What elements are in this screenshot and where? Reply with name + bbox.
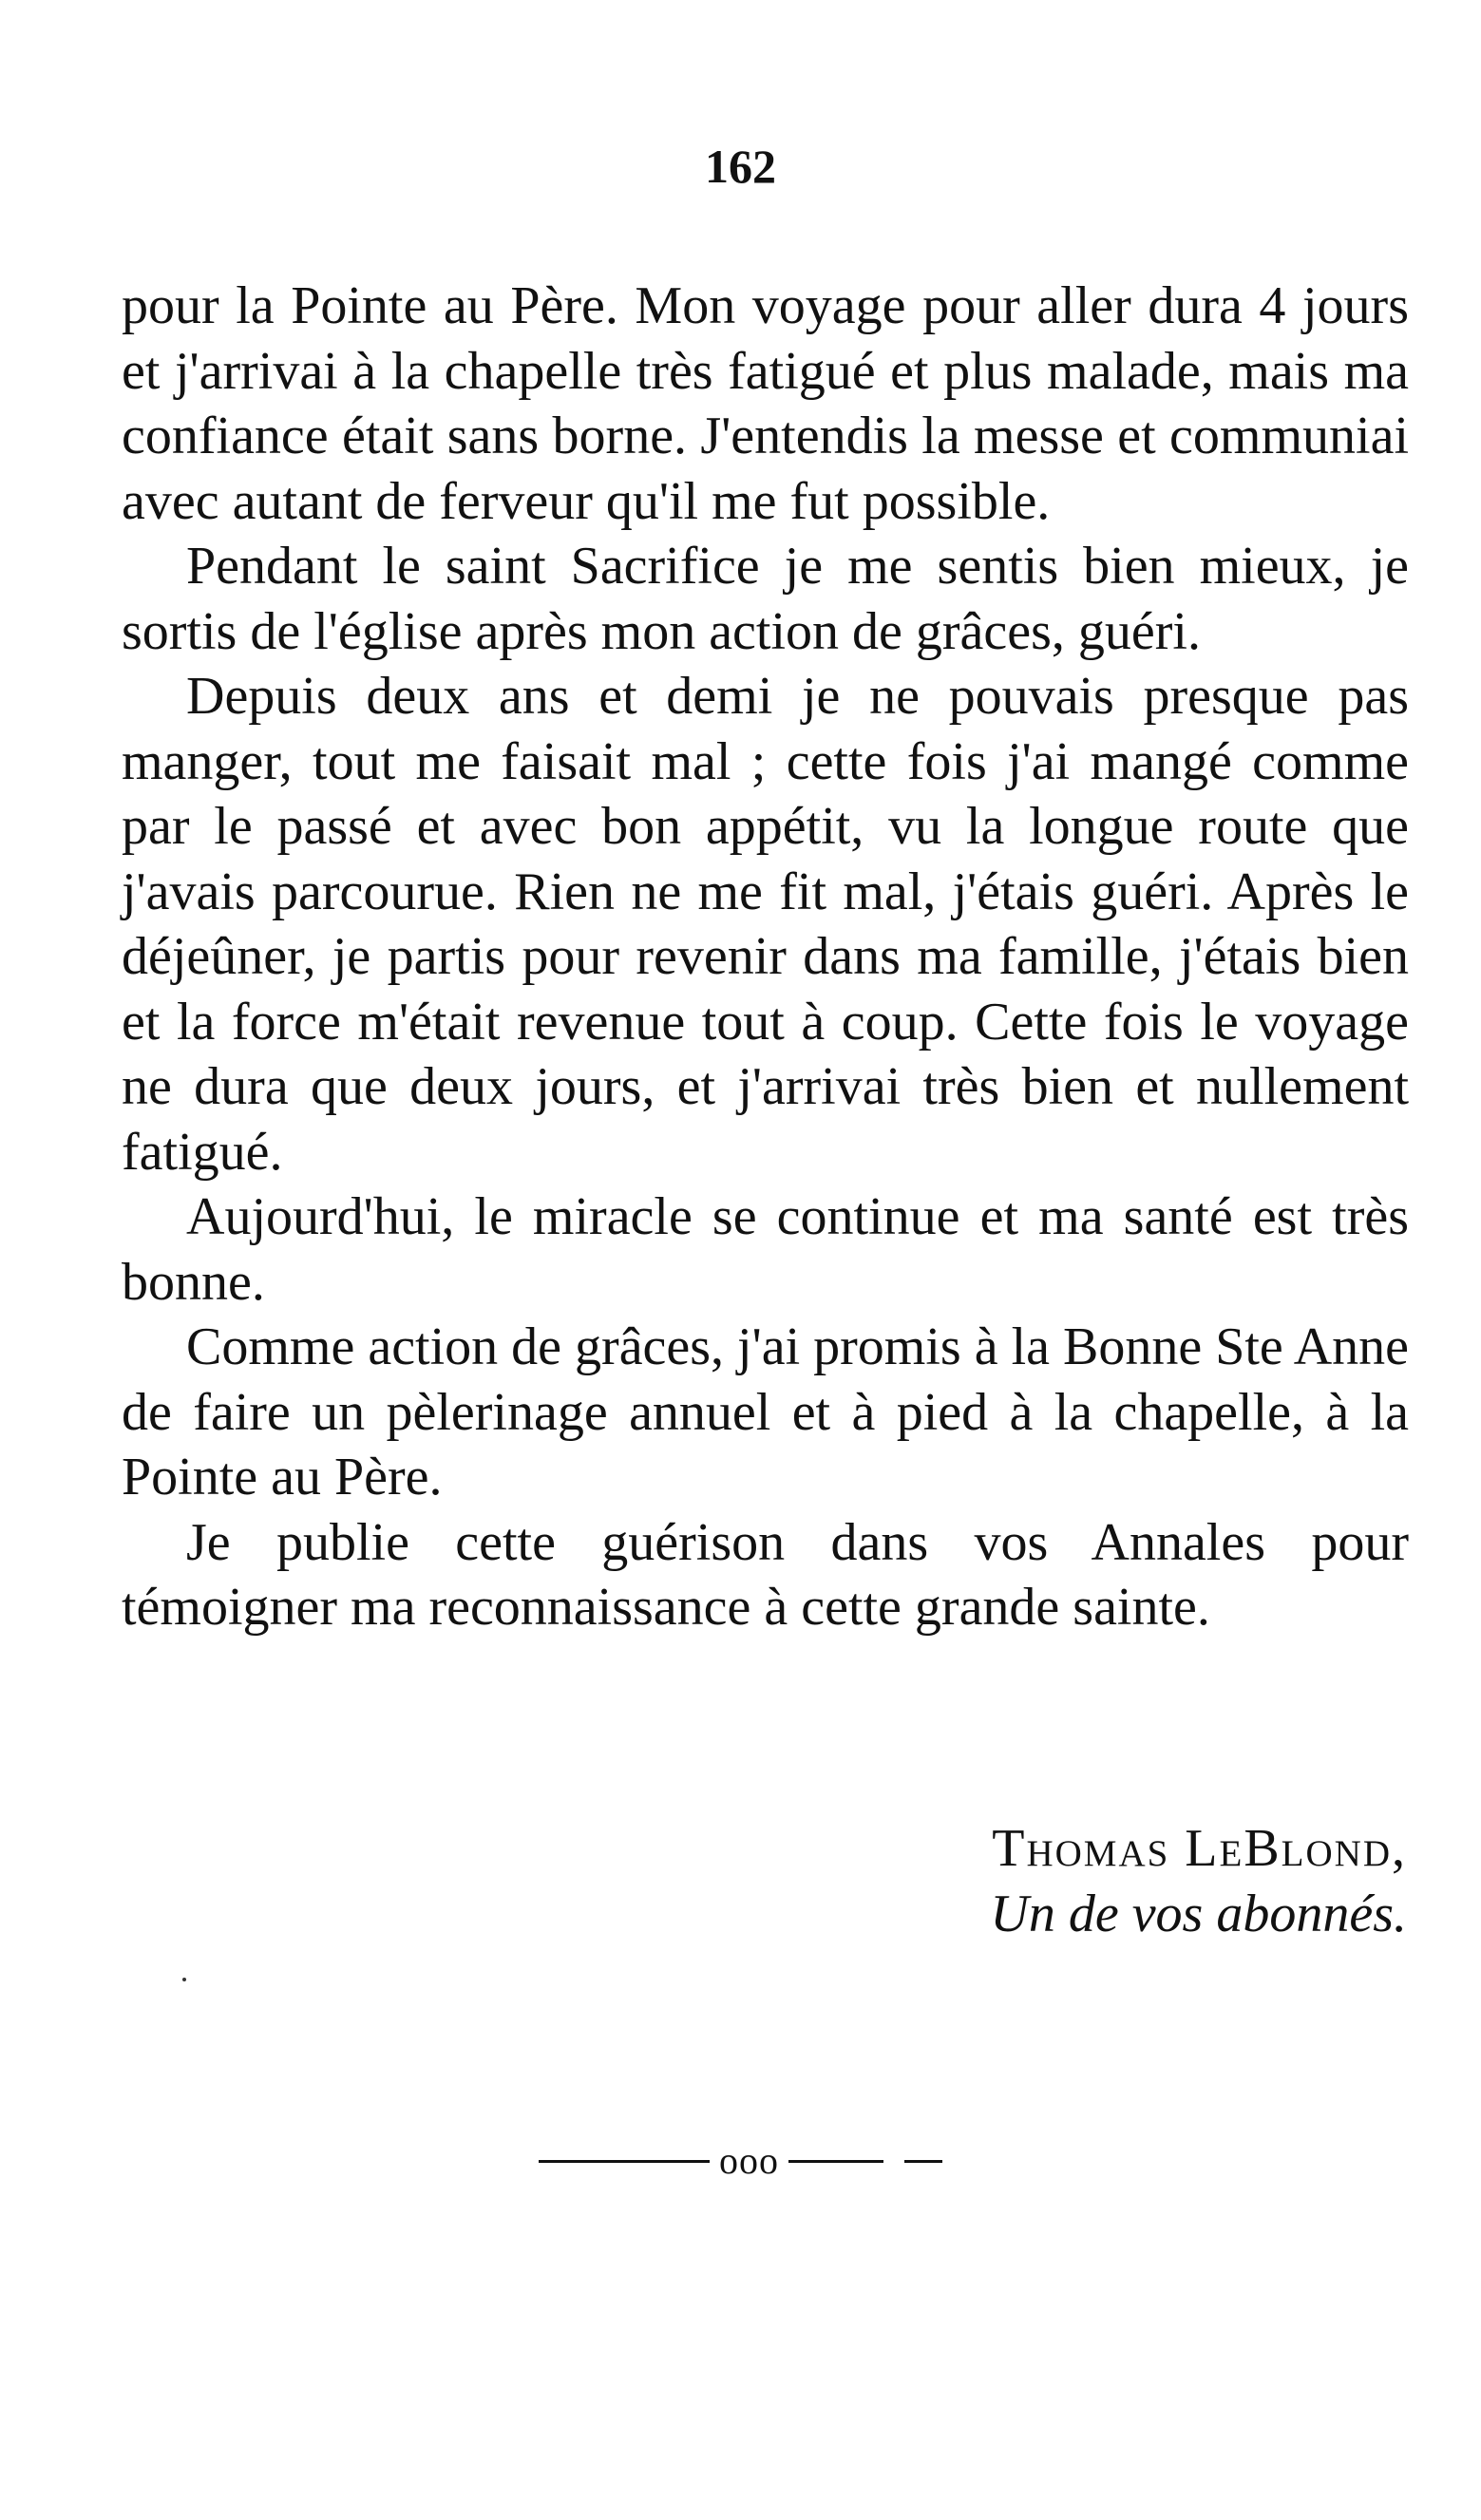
print-speck — [182, 1978, 186, 1981]
paragraph-2: Pendant le saint Sacrifice je me sentis bien mieux, je sortis de l'église après mon action de grâces, guéri. — [122, 537, 1409, 661]
paragraph-5: Comme action de grâces, j'ai promis à la Bonne Ste Anne de faire un pèlerinage annuel et à pied à la chapelle, à la Pointe au Père. — [122, 1317, 1409, 1506]
paragraph-4: Aujourd'hui, le miracle se continue et ma santé est très bonne. — [122, 1187, 1409, 1312]
body-text — [122, 274, 1409, 1640]
paragraph-1: pour la Pointe au Père. Mon voyage pour aller dura 4 jours et j'arrivai à la chapelle très fatigué et plus malade, mais ma confiance était sans borne. J'entendis la messe et communiai avec autant de ferveur qu'il me fut possible. — [122, 276, 1409, 531]
ornament-rule-right — [788, 2160, 883, 2163]
ornament-rule-tail — [904, 2160, 942, 2163]
ornament-rule-left — [539, 2160, 710, 2163]
page-number: 162 — [705, 140, 776, 193]
paragraph-6: Je publie cette guérison dans vos Annales pour témoigner ma reconnaissance à cette grande sainte. — [122, 1512, 1409, 1637]
ornament-circles: ooo — [719, 2139, 779, 2182]
signature-title: Un de vos abonnés. — [990, 1885, 1407, 1943]
signature-name: Thomas LeBlond, — [992, 1819, 1407, 1878]
section-ornament — [0, 2139, 1481, 2182]
signature-block — [990, 1816, 1407, 1947]
paragraph-3: Depuis deux ans et demi je ne pouvais presque pas manger, tout me faisait mal ; cette fois j'ai mangé comme par le passé et avec bon appétit, vu la longue route que j'avais parcourue. Rien ne me fit mal, j'étais guéri. Après le déjeûner, je partis pour revenir dans ma famille, j'étais bien et la force m'était revenue tout à coup. Cette fois le voyage ne dura que deux jours, et j'arrivai très bien et nullement fatigué. — [122, 667, 1409, 1182]
